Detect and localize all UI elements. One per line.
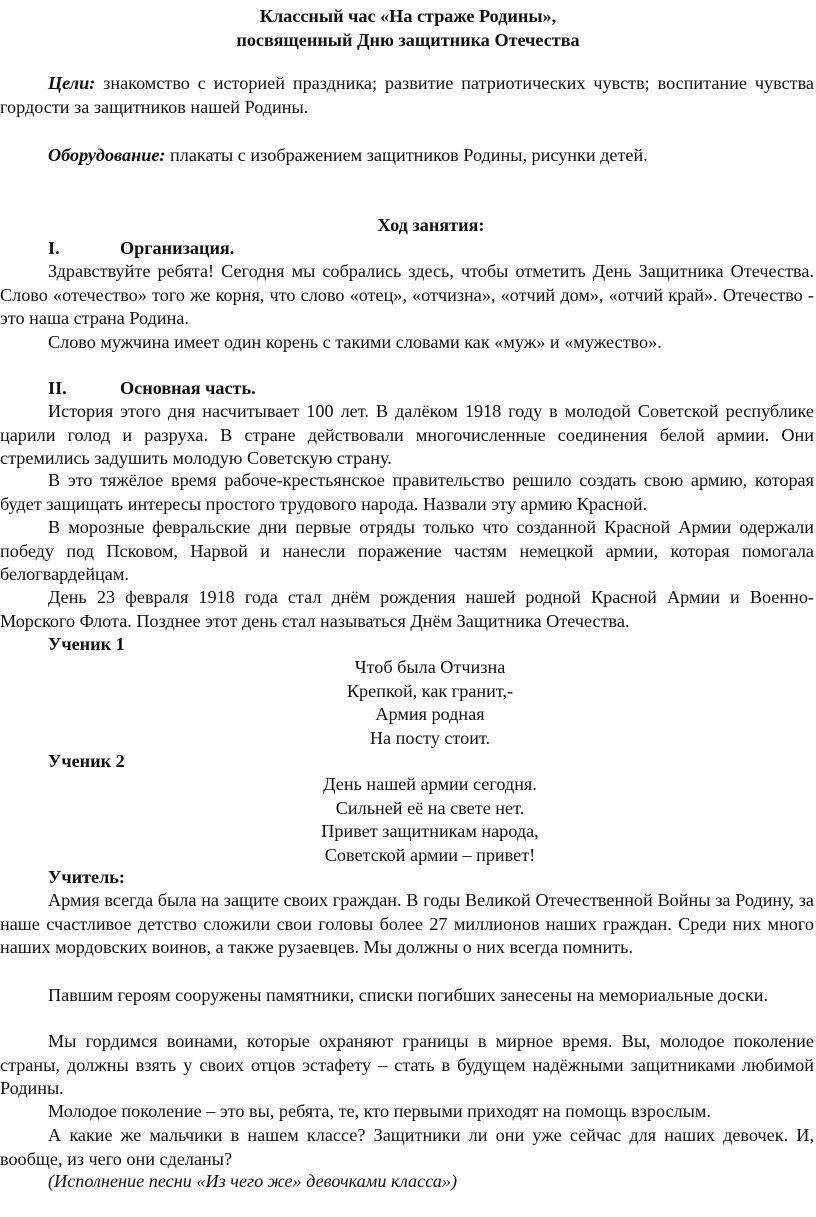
poem-line: День нашей армии сегодня. [323,774,537,794]
section-2-number: II. [48,378,67,398]
goals-paragraph [0,72,816,119]
equipment-label: Оборудование: [48,145,166,165]
poem-line: Сильней её на свете нет. [335,797,525,818]
poem-line: Советской армии – привет! [324,845,536,866]
section-1-heading [48,237,234,261]
poem-line: Чтоб была Отчизна [354,657,506,677]
teacher-paragraph-2: Павшим героям сооружены памятники, списки погибших занесены на мемориальные доски. [48,985,769,1005]
section-2-paragraph-1: История этого дня насчитывает 100 лет. В далёком 1918 году в молодой Советской республике царили голод и разруха. В стране действовали многочисленные соединения белой армии. Они стремились задушить молодую Советскую страну. [0,401,814,469]
closing-note: (Исполнение песни «Из чего же» девочками класса») [48,1171,458,1191]
teacher-label: Учитель: [48,867,125,887]
goals-text: знакомство с историей праздника; развитие патриотических чувств; воспитание чувства гордости за защитников нашей Родины. [0,73,814,117]
section-2-title: Основная часть. [120,378,256,398]
student-1-poem [0,656,816,751]
title-line-2: посвященный Дню защитника Отечества [236,30,580,50]
section-2-heading [48,377,256,401]
section-2-paragraph-2: В это тяжёлое время рабоче-крестьянское правительство решило создать свою армию, которая будет защищать интересы простого трудового народа. Назвали эту армию Красной. [0,470,814,514]
poem-line: Армия родная [375,704,485,725]
goals-label: Цели: [48,73,96,93]
poem-line: Крепкой, как гранит,- [346,680,514,701]
section-1-paragraph-1: Здравствуйте ребята! Сегодня мы собрались здесь, чтобы отметить День Защитника Отечества. Слово «отечество» того же корня, что слово «отец», «отчизна», «отчий дом», «отчий край». Отечество - это наша страна Родина. [0,261,814,329]
student-2-label: Ученик 2 [48,751,125,771]
section-1-title: Организация. [120,238,235,258]
teacher-paragraph-3: Мы гордимся воинами, которые охраняют границы в мирное время. Вы, молодое поколение страны, должны взять у своих отцов эстафету – стать в будущем надёжными защитниками любимой Родины. [0,1031,814,1099]
teacher-paragraph-4: Молодое поколение – это вы, ребята, те, кто первыми приходят на помощь взрослым. [48,1101,711,1121]
equipment-text: плакаты с изображением защитников Родины, рисунки детей. [165,145,648,165]
section-1-paragraph-2: Слово мужчина имеет один корень с такими словами как «муж» и «мужество». [48,332,662,352]
teacher-paragraph-1: Армия всегда была на защите своих граждан. В годы Великой Отечественной Войны за Родину, за наше счастливое детство сложили свои головы более 27 миллионов наших граждан. Среди них много наших мордовских воинов, а также рузаевцев. Мы должны о них всегда помнить. [0,890,814,958]
section-2-paragraph-3: В морозные февральские дни первые отряды только что созданной Красной Армии одержали победу под Псковом, Нарвой и нанесли поражение частям немецкой армии, которая помогала белогвардейцам. [0,517,814,585]
section-1-number: I. [48,238,60,258]
title-line-1: Классный час «На страже Родины», [259,6,557,26]
equipment-paragraph [0,144,816,168]
lesson-heading: Ход занятия: [377,215,485,235]
section-2-paragraph-4: День 23 февраля 1918 года стал днём рождения нашей родной Красной Армии и Военно-Морского Флота. Позднее этот день стал называться Днём Защитника Отечества. [0,587,814,631]
poem-line: Привет защитникам народа, [321,821,539,842]
teacher-paragraph-5: А какие же мальчики в нашем классе? Защитники ли они уже сейчас для наших девочек. И, вообще, из чего они сделаны? [0,1125,814,1169]
student-2-poem [0,773,816,868]
document-title [0,4,816,52]
student-1-label: Ученик 1 [48,634,125,654]
poem-line: На посту стоит. [369,728,491,749]
